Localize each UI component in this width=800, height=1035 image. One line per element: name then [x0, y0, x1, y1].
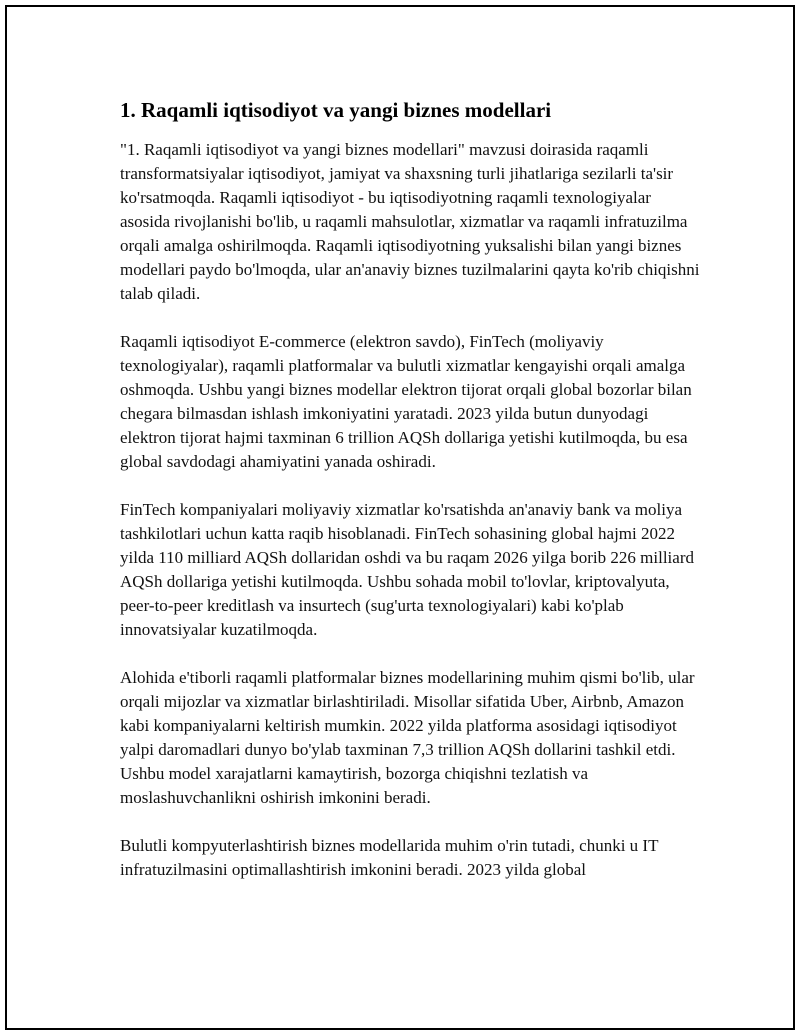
paragraph-intro: "1. Raqamli iqtisodiyot va yangi biznes modellari" mavzusi doirasida raqamli transformatsiyalar iqtisodiyot, jamiyat va shaxsning turli jihatlariga sezilarli ta'sir ko'rsatmoqda. Raqamli iqtisodiyot - bu iqtisodiyotning raqamli texnologiyalar asosida rivojlanishi bo'lib, u raqamli mahsulotlar, xizmatlar va raqamli infratuzilma orqali amalga oshirilmoqda. Raqamli iqtisodiyotning yuksalishi bilan yangi biznes modellari paydo bo'lmoqda, ular an'anaviy biznes tuzilmalarini qayta ko'rib chiqishni talab qiladi.	[120, 140, 700, 303]
paragraph-platforms: Alohida e'tiborli raqamli platformalar biznes modellarining muhim qismi bo'lib, ular orqali mijozlar va xizmatlar birlashtiriladi. Misollar sifatida Uber, Airbnb, Amazon kabi kompaniyalarni keltirish mumkin. 2022 yilda platforma asosidagi iqtisodiyot yalpi daromadlari dunyo bo'ylab taxminan 7,3 trillion AQSh dollarini tashkil etdi. Ushbu model xarajatlarni kamaytirish, bozorga chiqishni tezlatish va moslashuvchanlikni oshirish imkonini beradi.	[120, 668, 695, 807]
section-heading: 1. Raqamli iqtisodiyot va yangi biznes modellari	[120, 98, 552, 122]
paragraph-fintech: FinTech kompaniyalari moliyaviy xizmatlar ko'rsatishda an'anaviy bank va moliya tashkilotlari uchun katta raqib hisoblanadi. FinTech sohasining global hajmi 2022 yilda 110 milliard AQSh dollaridan oshdi va bu raqam 2026 yilga borib 226 milliard AQSh dollariga yetishi kutilmoqda. Ushbu sohada mobil to'lovlar, kriptovalyuta, peer-to-peer kreditlash va insurtech (sug'urta texnologiyalari) kabi ko'plab innovatsiyalar kuzatilmoqda.	[120, 500, 694, 639]
document-page	[5, 5, 795, 1030]
paragraph-cloud: Bulutli kompyuterlashtirish biznes modellarida muhim o'rin tutadi, chunki u IT infratuzilmasini optimallashtirish imkonini beradi. 2023 yilda global	[120, 836, 659, 879]
paragraph-ecommerce: Raqamli iqtisodiyot E-commerce (elektron savdo), FinTech (moliyaviy texnologiyalar), raqamli platformalar va bulutli xizmatlar kengayishi orqali amalga oshmoqda. Ushbu yangi biznes modellar elektron tijorat orqali global bozorlar bilan chegara bilmasdan ishlash imkoniyatini yaratadi. 2023 yilda butun dunyodagi elektron tijorat hajmi taxminan 6 trillion AQSh dollariga yetishi kutilmoqda, bu esa global savdodagi ahamiyatini yanada oshiradi.	[120, 332, 692, 471]
document-body	[120, 95, 700, 906]
